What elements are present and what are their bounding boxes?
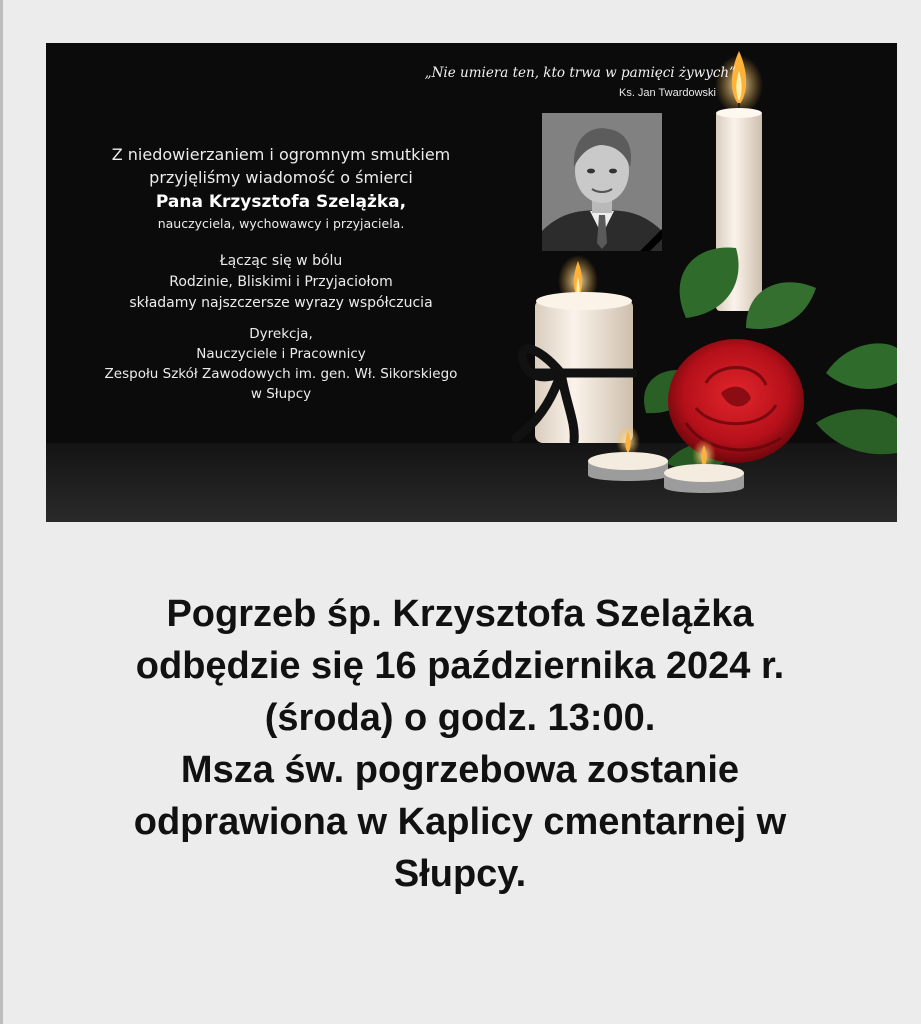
announcement-line: Pogrzeb śp. Krzysztofa Szelążka — [166, 593, 754, 635]
message-line: przyjęliśmy wiadomość o śmierci — [149, 168, 413, 187]
announcement-line: (środa) o godz. 13:00. — [264, 697, 656, 739]
deceased-name: Pana Krzysztofa Szelążka, — [155, 192, 407, 212]
portrait-illustration — [542, 113, 662, 251]
signature-line: Zespołu Szkół Zawodowych im. gen. Wł. Sikorskiego — [104, 366, 458, 382]
signature-line: Dyrekcja, — [249, 326, 313, 342]
condolence-line: Łącząc się w bólu — [219, 253, 343, 269]
quote-author: Ks. Jan Twardowski — [618, 87, 716, 99]
left-edge-border — [0, 0, 3, 1024]
condolence-message — [76, 143, 486, 404]
deceased-role: nauczyciela, wychowawcy i przyjaciela. — [157, 216, 405, 231]
condolence-line: Rodzinie, Bliskimi i Przyjaciołom — [169, 274, 393, 290]
announcement-line: odbędzie się 16 października 2024 r. — [135, 645, 785, 687]
rose-icon — [668, 339, 804, 463]
signature-line: w Słupcy — [250, 386, 312, 402]
message-line: Z niedowierzaniem i ogromnym smutkiem — [111, 145, 451, 164]
announcement-line: Msza św. pogrzebowa zostanie — [180, 749, 740, 791]
obituary-card — [46, 43, 897, 522]
signature-line: Nauczyciele i Pracownicy — [196, 346, 366, 362]
condolence-line: składamy najszczersze wyrazy współczucia — [129, 295, 433, 311]
candle-icon — [535, 255, 633, 443]
announcement-line: odprawiona w Kaplicy cmentarnej w — [133, 801, 787, 843]
quote-text: „Nie umiera ten, kto trwa w pamięci żywych” — [424, 65, 736, 81]
portrait-photo — [542, 113, 662, 251]
announcement-line: Słupcy. — [393, 853, 527, 895]
funeral-announcement — [20, 588, 900, 900]
